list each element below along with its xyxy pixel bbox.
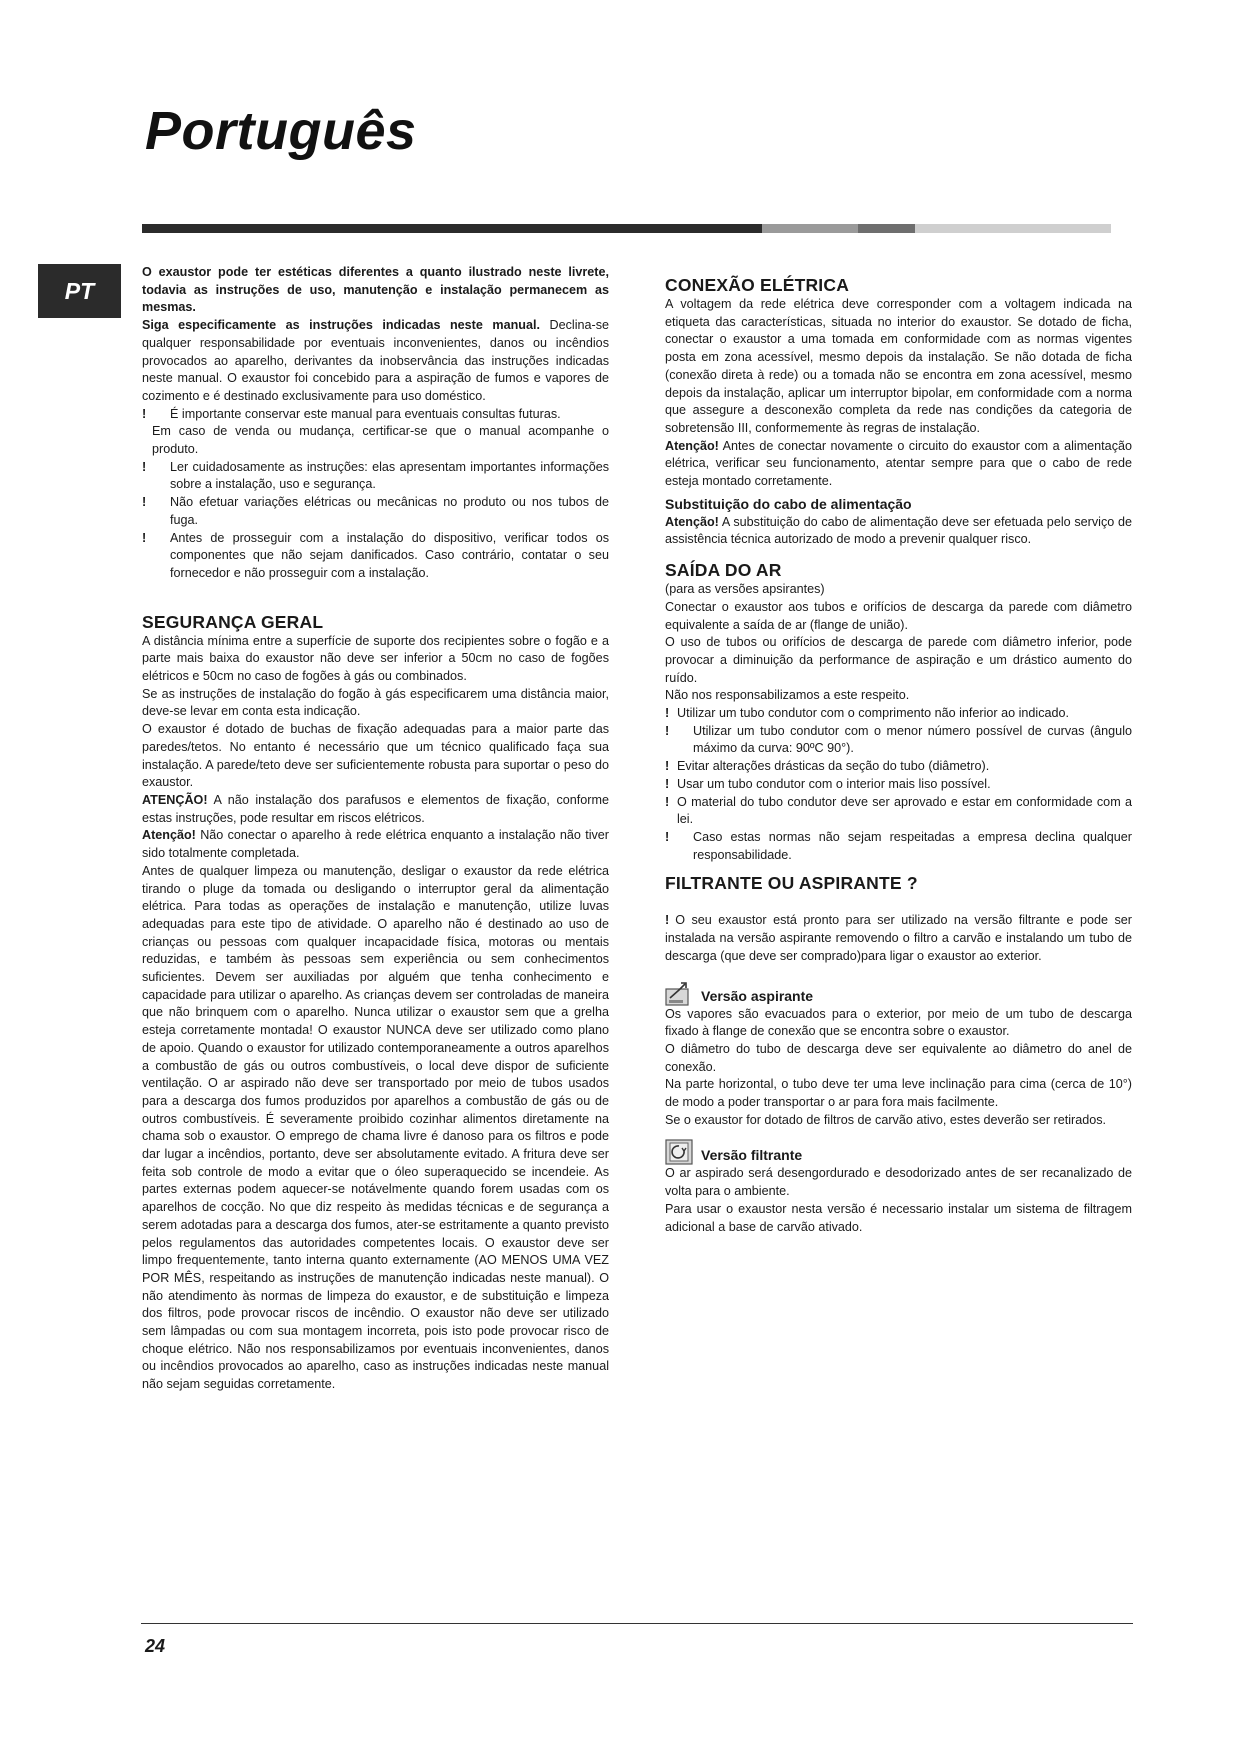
subheading-cabo: Substituição do cabo de alimentação: [665, 495, 912, 512]
warning-item: ! O seu exaustor está pronto para ser utilizado na versão filtrante e pode ser instalada na versão aspirante removendo o filtro a carvão e instalando um tubo de descarga (que deve ser comprado)para ligar o exaustor ao exterior.: [665, 913, 1132, 963]
body-paragraph: A distância mínima entre a superfície de suporte dos recipientes sobre o fogão e a parte mais baixa do exaustor não deve ser inferior a 50cm no caso de fogões elétricos e 50cm no caso de fogões à gás ou combinados.: [142, 633, 609, 684]
header-bar-mid: [762, 224, 858, 233]
body-paragraph: Se as instruções de instalação do fogão à gás especificarem uma distância maior, deve-se levar em conta esta indicação.: [142, 686, 609, 719]
language-tab: PT: [38, 264, 121, 318]
warning-item: ! Ler cuidadosamente as instruções: elas apresentam importantes informações sobre a instalação, uso e segurança.: [142, 459, 609, 492]
header-bar-accent: [858, 224, 915, 233]
subheading-versao-filtrante: Versão filtrante: [701, 1147, 803, 1164]
section-heading-seguranca: SEGURANÇA GERAL: [142, 611, 324, 632]
aspirante-heading-row: [665, 980, 1132, 1006]
body-paragraph: Atenção! A substituição do cabo de alimentação deve ser efetuada pelo serviço de assistência técnica autorizado de modo a prevenir qualquer risco.: [665, 514, 1132, 547]
body-paragraph: O uso de tubos ou orifícios de descarga de parede com diâmetro inferior, pode provocar a diminuição da performance de aspiração e um drástico aumento do ruído.: [665, 635, 1132, 685]
section-heading-filtrante-aspirante: FILTRANTE OU ASPIRANTE ?: [665, 873, 918, 894]
hood-exhaust-icon: [665, 980, 693, 1006]
body-paragraph: O exaustor é dotado de buchas de fixação adequadas para a maior parte das paredes/tetos. No entanto é necessário que um técnico qualificado faça sua instalação. A parede/teto deve ser suficientemente robusta para suportar o peso do exaustor.: [142, 722, 609, 790]
intro-paragraph: Siga especificamente as instruções indicadas neste manual. Declina-se qualquer responsabilidade por eventuais inconvenientes, danos ou incêndios provocados ao aparelho, derivantes da inobservância das instruções indicadas neste manual. O exaustor foi concebido para a aspiração de fumos e vapores de cozimento e é destinado exclusivamente para uso doméstico.: [142, 318, 609, 403]
section-heading-conexao: CONEXÃO ELÉTRICA: [665, 275, 850, 295]
left-column: [142, 264, 609, 1394]
page-number: 24: [145, 1636, 166, 1656]
warning-item: ! É importante conservar este manual para eventuais consultas futuras.: [142, 406, 561, 421]
body-paragraph: Não nos responsabilizamos a este respeito.: [665, 688, 910, 703]
body-paragraph: Para usar o exaustor nesta versão é necessario instalar um sistema de filtragem adicional a base de carvão ativado.: [665, 1201, 1132, 1234]
body-paragraph: A voltagem da rede elétrica deve corresponder com a voltagem indicada na etiqueta das características, situada no interior do exaustor. Se dotado de ficha, conectar o exaustor a uma tomada em conformidade com as normas vigentes posta em zona acessível, mesmo depois da instalação. Se não dotada de ficha (conexão direta à rede) ou a tomada não se encontra em zona acessível, mesmo depois da instalação, aplicar um interruptor bipolar, em conformidade com a norma que assegure a desconexão completa da rede nas condições da categoria de sobretensão III, conformemente às regras de instalação.: [665, 297, 1132, 435]
filter-recirculation-icon: [665, 1139, 693, 1165]
warning-item: ! Utilizar um tubo condutor com o comprimento não inferior ao indicado.: [665, 706, 1069, 721]
body-paragraph: O diâmetro do tubo de descarga deve ser equivalente ao diâmetro do anel de conexão.: [665, 1041, 1132, 1074]
body-paragraph: Os vapores são evacuados para o exterior, por meio de um tubo de descarga fixado à flange de conexão que se encontra sobre o exaustor.: [665, 1006, 1132, 1039]
right-column: [665, 274, 1132, 1236]
warning-item: ! Utilizar um tubo condutor com o menor número possível de curvas (ângulo máximo da curva: 90ºC 90°).: [665, 723, 1132, 756]
warning-continuation: Em caso de venda ou mudança, certificar-se que o manual acompanhe o produto.: [152, 424, 609, 457]
warning-item: ! Antes de prosseguir com a instalação do dispositivo, verificar todos os componentes que não sejam danificados. Caso contrário, contatar o seu fornecedor e não prosseguir com a instalação.: [142, 530, 609, 580]
body-paragraph: ATENÇÃO! A não instalação dos parafusos e elementos de fixação, conforme estas instruções, pode resultar em riscos elétricos.: [142, 792, 609, 825]
header-bar-light: [915, 224, 1111, 233]
body-paragraph: Atenção! Não conectar o aparelho à rede elétrica enquanto a instalação não tiver sido totalmente completada.: [142, 828, 609, 861]
filtrante-heading-row: [665, 1139, 1132, 1165]
body-paragraph: O ar aspirado será desengordurado e desodorizado antes de ser recanalizado de volta para o ambiente.: [665, 1166, 1132, 1199]
body-paragraph: Antes de qualquer limpeza ou manutenção, desligar o exaustor da rede elétrica tirando o pluge da tomada ou desligando o interruptor geral da alimentação elétrica. Para todas as operações de instalação e manutenção, utilize luvas adequadas para este tipo de atividade. O aparelho não é destinado ao uso de crianças ou pessoas com qualquer incapacidade física, motoras ou mentais reduzidas, e também às pessoas sem experiência ou sem conhecimentos suficientes. Devem ser auxiliadas por alguém que tenha conhecimento e capacidade para utilizar o aparelho. As crianças devem ser controladas de maneira que não brinquem com o aparelho. Nunca utilizar o exaustor sem que a grelha esteja corretamente montada! O exaustor NUNCA deve ser utilizado como plano de apoio. Quando o exaustor for utilizado contemporaneamente a outros aparelhos a combustão de gás ou outros combustíveis, o local deve dispor de suficiente ventilação. O ar aspirado não deve ser transportado por meio de tubos usados para a descarga dos fumos produzidos por aparelhos a combustão de gás ou de outros combustíveis. É severamente proibido cozinhar alimentos diretamente na chama sob o exaustor. O emprego de chama livre é danoso para os filtros e pode dar lugar a incêndios, portanto, deve ser absolutamente evitado. A fritura deve ser feita sob controle de modo a evitar que o óleo superaquecido se incendeie. As partes externas podem aquecer-se notávelmente quando forem usadas com os aparelhos de cocção. No que diz respeito às medidas técnicas e de segurança a serem adotadas para a descarga dos fumos, ater-se estritamente a quanto previsto pelos regulamentos das autoridades competentes locais. O exaustor deve ser limpo frequentemente, tanto interna quanto externamente (AO MENOS UMA VEZ POR MÊS, respeitando as instruções de manutenção indicadas neste manual). O não atendimento às normas de limpeza do exaustor, e de substituição e limpeza dos filtros, pode provocar riscos de incêndio. O exaustor não deve ser utilizado sem lâmpadas ou com sua montagem incorreta, pois isto pode provocar risco de choque elétrico. Não nos responsabilizamos por eventuais inconvenientes, danos ou incêndios provocados ao aparelho, caso as instruções indicadas neste manual não sejam seguidas corretamente.: [142, 863, 609, 1392]
warning-item: ! Usar um tubo condutor com o interior mais liso possível.: [665, 776, 991, 791]
warning-item: ! Não efetuar variações elétricas ou mecânicas no produto ou nos tubos de fuga.: [142, 495, 609, 527]
footer-rule: [141, 1623, 1133, 1624]
subheading-versao-aspirante: Versão aspirante: [701, 987, 814, 1004]
warning-item: ! Evitar alterações drásticas da seção do tubo (diâmetro).: [665, 759, 990, 774]
warning-item: ! Caso estas normas não sejam respeitadas a empresa declina qualquer responsabilidade.: [665, 829, 1132, 862]
header-bar-dark: [142, 224, 762, 233]
body-paragraph: Se o exaustor for dotado de filtros de carvão ativo, estes deverão ser retirados.: [665, 1112, 1107, 1127]
warning-item: ! O material do tubo condutor deve ser aprovado e estar em conformidade com a lei.: [665, 794, 1132, 827]
body-paragraph: Conectar o exaustor aos tubos e orifícios de descarga da parede com diâmetro equivalente a saída de ar (flange de união).: [665, 599, 1132, 632]
page-title: Português: [145, 101, 417, 161]
body-paragraph: Atenção! Antes de conectar novamente o circuito do exaustor com a alimentação elétrica, verificar seu funcionamento, atentar sempre para que o cabo de rede esteja montado corretamente.: [665, 438, 1132, 489]
body-paragraph: Na parte horizontal, o tubo deve ter uma leve inclinação para cima (cerca de 10°) de modo a poder transportar o ar para fora mais facilmente.: [665, 1077, 1132, 1110]
intro-bold: O exaustor pode ter estéticas diferentes a quanto ilustrado neste livrete, todavia as instruções de uso, manutenção e instalação permanecem as mesmas.: [142, 265, 609, 315]
section-heading-saida: SAÍDA DO AR: [665, 560, 782, 581]
body-paragraph: (para as versões apsirantes): [665, 582, 825, 597]
